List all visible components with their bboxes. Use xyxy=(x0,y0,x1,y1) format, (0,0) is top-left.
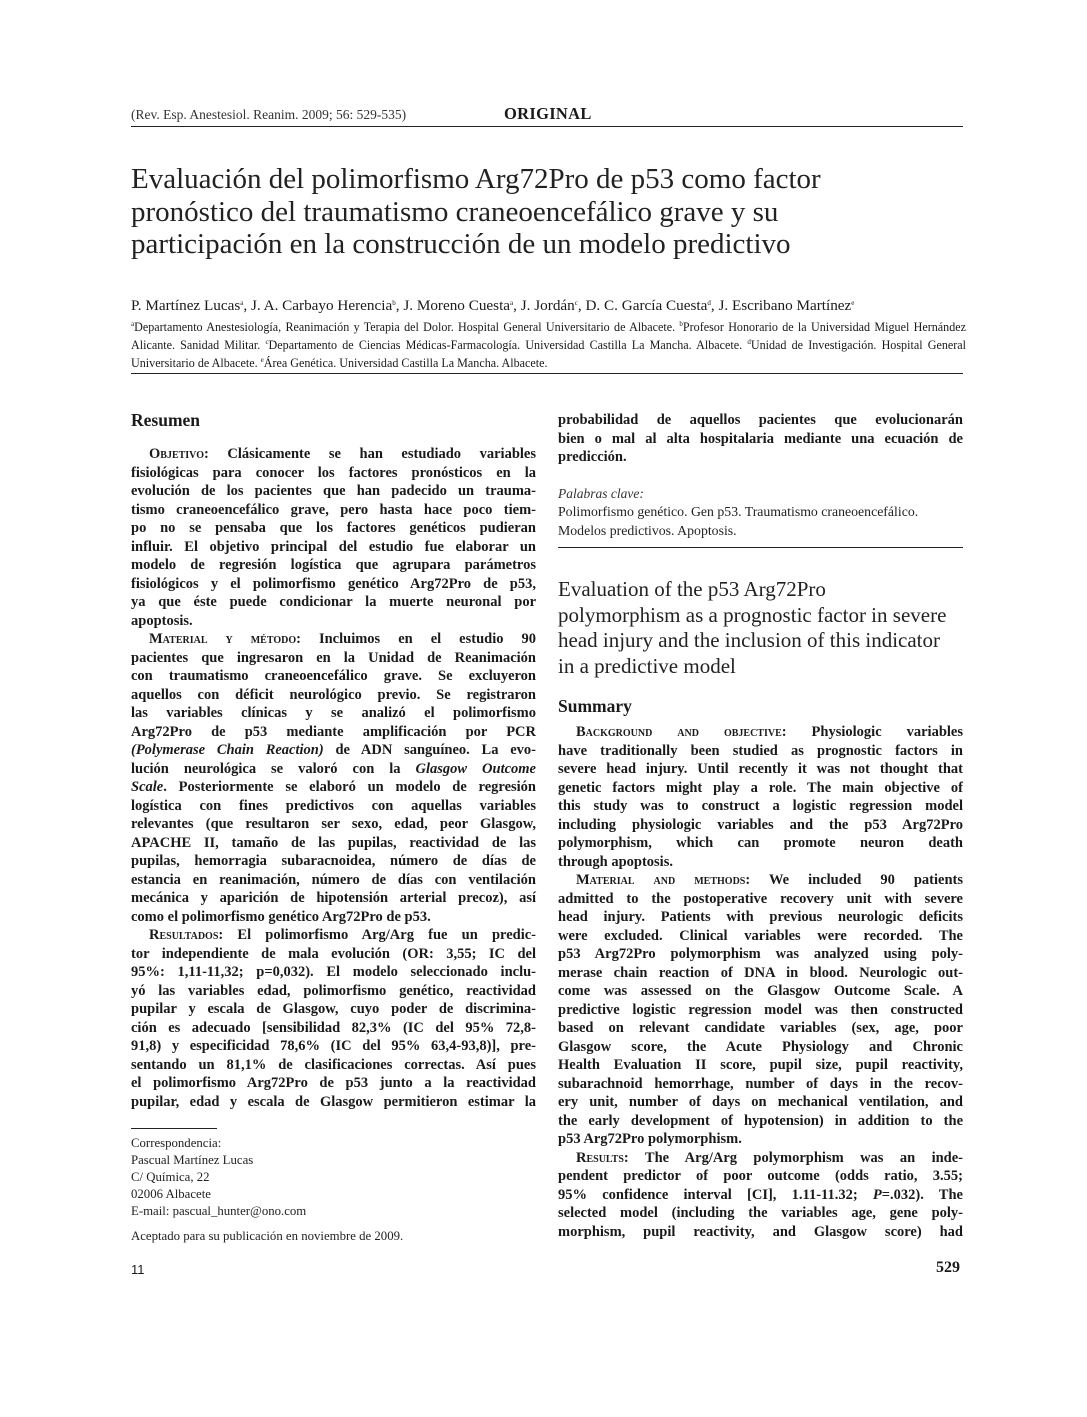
text-line: Physiologic variables xyxy=(786,724,963,740)
text-line: have traditionally been studied as prognostic factors in xyxy=(558,742,963,759)
text-line: Glasgow score, the Acute Physiology and Chronic xyxy=(558,1038,963,1055)
section-label: ORIGINAL xyxy=(504,104,592,123)
affiliations xyxy=(131,317,966,372)
header-rule xyxy=(131,126,963,127)
text-line: . Posteriormente se elaboró un modelo de regresión xyxy=(163,779,536,795)
text-line: pupilas, hemorragia subaracnoidea, número de días de xyxy=(131,853,536,869)
text-line: sentando un 81,1% de clasificaciones correctas. Así pues xyxy=(131,1056,536,1073)
text-line: 95% confidence interval [CI], 1.11-11.32; xyxy=(558,1186,873,1203)
page-number-right: 529 xyxy=(936,1259,960,1276)
text-line: pacientes que ingresaron en la Unidad de Reanimación xyxy=(131,649,536,666)
text-italic: P xyxy=(872,1186,882,1203)
text-line: p53 Arg72Pro polymorphism was analyzed using poly- xyxy=(558,946,963,962)
affil-sup: a xyxy=(131,320,135,328)
text-line: pupilar, edad y escala de Glasgow permitieron estimar la xyxy=(131,1093,536,1110)
text-line: were excluded. Clinical variables were recorded. The xyxy=(558,927,963,944)
text-line: predictive logistic regression model was then constructed xyxy=(558,1001,963,1018)
text-line: p53 Arg72Pro polymorphism. xyxy=(558,1131,742,1147)
title-line: participación en la construcción de un modelo predictivo xyxy=(131,228,791,260)
affil-sup: c xyxy=(265,338,269,347)
text-line: polymorphism, which can promote neuron death xyxy=(558,835,963,851)
text-line: influir. El objetivo principal del estudio fue elaborar un xyxy=(131,538,536,555)
text-line: this study was to construct a logistic regression model xyxy=(558,798,963,814)
resultados-label: Resultados: xyxy=(149,927,224,943)
material-label: Material y método: xyxy=(149,631,301,647)
correspondence-line: Pascual Martínez Lucas xyxy=(131,1153,254,1167)
author-sup: a xyxy=(240,299,244,307)
affiliation: Departamento Anestesiología, Reanimación y Terapia del Dolor. Hospital General Universitario de Albacete. xyxy=(134,320,680,334)
text-line: estancia en reanimación, número de días con ventilación xyxy=(131,871,536,888)
text-line: =.032). The xyxy=(881,1186,963,1203)
correspondence xyxy=(131,1135,306,1220)
text-line: po no se pensaba que los factores genéticos pudieran xyxy=(131,520,536,536)
affiliation: Área Genética. Universidad Castilla La Mancha. Albacete. xyxy=(263,356,548,371)
text-line: 91,8) y especificidad 78,6% (IC del 95% 63,4-93,8)], pre- xyxy=(131,1038,536,1054)
text-line: genetic factors might play a role. The main objective of xyxy=(558,779,963,796)
summary-heading: Summary xyxy=(558,696,632,716)
author-name: P. Martínez Lucas xyxy=(131,297,241,314)
text-line: con traumatismo craneoencefálico grave. Se excluyeron xyxy=(131,668,536,684)
accepted-note: Aceptado para su publicación en noviembre de 2009. xyxy=(131,1229,404,1243)
keywords-rule xyxy=(558,547,963,548)
text-line: ya que éste puede condicionar la muerte neuronal por xyxy=(131,594,536,610)
text-line: selected model (including the variables age, gene poly- xyxy=(558,1205,963,1221)
correspondence-line: Correspondencia: xyxy=(131,1136,222,1150)
correspondence-line: E-mail: pascual_hunter@ono.com xyxy=(131,1204,307,1218)
keywords-line: Polimorfismo genético. Gen p53. Traumatismo craneoencefálico. xyxy=(558,504,919,519)
text-line: pendent predictor of poor outcome (odds ratio, 3.55; xyxy=(558,1168,963,1184)
affiliation: Profesor Honorario de la Universidad Miguel Hernández Alicante. Sanidad Militar. xyxy=(131,320,966,353)
text-line: modelo de regresión logística que agrupara parámetros xyxy=(131,557,536,573)
author-sup: a xyxy=(510,299,514,307)
title-line: head injury and the inclusion of this indicator xyxy=(558,628,940,652)
text-italic: (Polymerase Chain Reaction) xyxy=(131,742,324,758)
text-line: come was assessed on the Glasgow Outcome Scale. A xyxy=(558,983,963,999)
text-line: head injury. Patients with previous neurologic deficits xyxy=(558,909,963,925)
author-sup: c xyxy=(574,299,578,307)
text-line: The Arg/Arg polymorphism was an inde- xyxy=(628,1149,963,1166)
text-line: Clásicamente se han estudiado variables xyxy=(208,446,536,462)
affil-sup: d xyxy=(747,338,751,347)
text-line: fisiológicos y el polimorfismo genético Arg72Pro de p53, xyxy=(131,575,536,592)
author-sup: e xyxy=(851,299,855,307)
text-line: merase chain reaction of DNA in blood. Neurologic out- xyxy=(558,964,963,981)
title-line: polymorphism as a prognostic factor in severe xyxy=(558,602,947,627)
text-line: El polimorfismo Arg/Arg fue un predic- xyxy=(223,927,536,943)
text-line: ery unit, number of days on mechanical ventilation, and xyxy=(558,1094,963,1110)
text-italic: Glasgow Outcome xyxy=(415,760,536,777)
author-sup: b xyxy=(392,299,396,307)
results-label: Results: xyxy=(576,1149,629,1166)
english-title xyxy=(558,577,968,679)
text-line: Health Evaluation II score, pupil size, pupil reactivity, xyxy=(558,1057,963,1073)
keywords-label: Palabras clave: xyxy=(558,486,644,501)
affil-sup: b xyxy=(679,320,683,328)
keywords-list xyxy=(558,503,963,540)
text-line: las variables clínicas y se analizó el polimorfismo xyxy=(131,705,536,721)
text-line: probabilidad de aquellos pacientes que evolucionarán xyxy=(558,412,963,428)
author-name: J. Escribano Martínez xyxy=(718,297,852,314)
journal-citation: (Rev. Esp. Anestesiol. Reanim. 2009; 56: 529-535) xyxy=(131,107,407,122)
resumen-continuation xyxy=(558,411,963,467)
summary-body xyxy=(558,723,963,1241)
text-line: morphism, pupil reactivity, and Glasgow score) had xyxy=(558,1223,963,1240)
resumen-heading: Resumen xyxy=(131,410,201,430)
text-line: We included 90 patients xyxy=(750,872,964,888)
author-sup: d xyxy=(707,299,711,307)
text-italic: Scale xyxy=(131,779,164,795)
author-name: J. A. Carbayo Herencia xyxy=(250,297,393,314)
affil-sup: e xyxy=(260,356,264,365)
text-line: subarachnoid hemorrhage, number of days in the recov- xyxy=(558,1075,963,1092)
text-line: fisiológicas para conocer los factores pronósticos en la xyxy=(131,464,536,481)
keywords-line: Modelos predictivos. Apoptosis. xyxy=(558,522,737,538)
affiliation-rule xyxy=(131,373,963,374)
text-line: based on relevant candidate variables (sex, age, poor xyxy=(558,1020,963,1036)
author-name: J. Jordán xyxy=(520,297,575,314)
text-line: predicción. xyxy=(558,449,627,465)
title-line: pronóstico del traumatismo craneoencefálico grave y su xyxy=(131,195,779,228)
correspondence-line: C/ Química, 22 xyxy=(131,1170,210,1184)
title-line: in a predictive model xyxy=(558,653,736,678)
footnote-rule xyxy=(131,1128,217,1129)
methods-label: Material and methods: xyxy=(576,872,751,888)
text-line: Incluimos en el estudio 90 xyxy=(300,631,537,647)
text-line: admitted to the postoperative recovery unit with severe xyxy=(558,890,963,907)
text-line: severe head injury. Until recently it was not thought that xyxy=(558,761,963,777)
text-line: como el polimorfismo genético Arg72Pro de p53. xyxy=(131,908,431,925)
title-line: Evaluación del polimorfismo Arg72Pro de p53 como factor xyxy=(131,163,821,195)
text-line: relevantes (que resultaron ser sexo, edad, peor Glasgow, xyxy=(131,816,536,832)
text-line: mecánica y aparición de hipotensión arterial precoz), así xyxy=(131,890,536,906)
text-line: el polimorfismo Arg72Pro de p53 junto a la reactividad xyxy=(131,1075,536,1091)
affiliation: Departamento de Ciencias Médicas-Farmacología. Universidad Castilla La Mancha. Albacete. xyxy=(268,338,748,353)
correspondence-line: 02006 Albacete xyxy=(131,1187,211,1201)
text-line: tismo craneoencefálico grave, pero hasta hace poco tiem- xyxy=(131,501,536,518)
page-number-left: 11 xyxy=(131,1262,145,1277)
text-line: tor independiente de mala evolución (OR: 3,55; IC del xyxy=(131,945,536,962)
text-line: 95%: 1,11-11,32; p=0,032). El modelo seleccionado inclu- xyxy=(131,964,536,980)
text-line: bien o mal al alta hospitalaria mediante una ecuación de xyxy=(558,430,963,447)
text-line: de ADN sanguíneo. La evo- xyxy=(323,742,536,758)
text-line: lución neurológica se valoró con la xyxy=(131,760,416,777)
text-line: ción es adecuado [sensibilidad 82,3% (IC del 95% 72,8- xyxy=(131,1019,536,1036)
text-line: APACHE II, tamaño de las pupilas, reactividad de las xyxy=(131,834,536,851)
text-line: pupilar y escala de Glasgow, cuyo poder de discrimina- xyxy=(131,1001,536,1017)
text-line: Arg72Pro de p53 mediante amplificación por PCR xyxy=(131,723,536,740)
title-line: Evaluation of the p53 Arg72Pro xyxy=(558,577,826,601)
text-line: evolución de los pacientes que han padecido un trauma- xyxy=(131,483,536,499)
text-line: yó las variables edad, polimorfismo genético, reactividad xyxy=(131,982,536,999)
affiliation: Unidad de Investigación. Hospital General Universitario de Albacete. xyxy=(131,338,966,371)
resumen-body xyxy=(131,445,536,1111)
author-list: P. Martínez Lucas$^a$, J. A. Carbayo Herencia$^b$, J. Moreno Cuesta$^a$, J. Jordán$^c$, D. C. García Cuesta$^d$, J. Escribano Martínez$^e$ xyxy=(131,297,855,314)
text-line: through apoptosis. xyxy=(558,853,673,870)
text-line: logística con fines predictivos con aquellas variables xyxy=(131,797,536,814)
background-label: Background and objective: xyxy=(576,724,787,740)
text-line: the early development of hypotension) in addition to the xyxy=(558,1112,963,1129)
objetivo-label: Objetivo: xyxy=(149,446,209,462)
text-line: apoptosis. xyxy=(131,612,193,629)
text-line: including physiologic variables and the p53 Arg72Pro xyxy=(558,816,963,833)
text-line: aquellos con déficit neurológico previo. Se registraron xyxy=(131,686,536,703)
author-name: D. C. García Cuesta xyxy=(585,297,708,314)
article-title xyxy=(131,163,931,261)
author-name: J. Moreno Cuesta xyxy=(403,297,511,314)
